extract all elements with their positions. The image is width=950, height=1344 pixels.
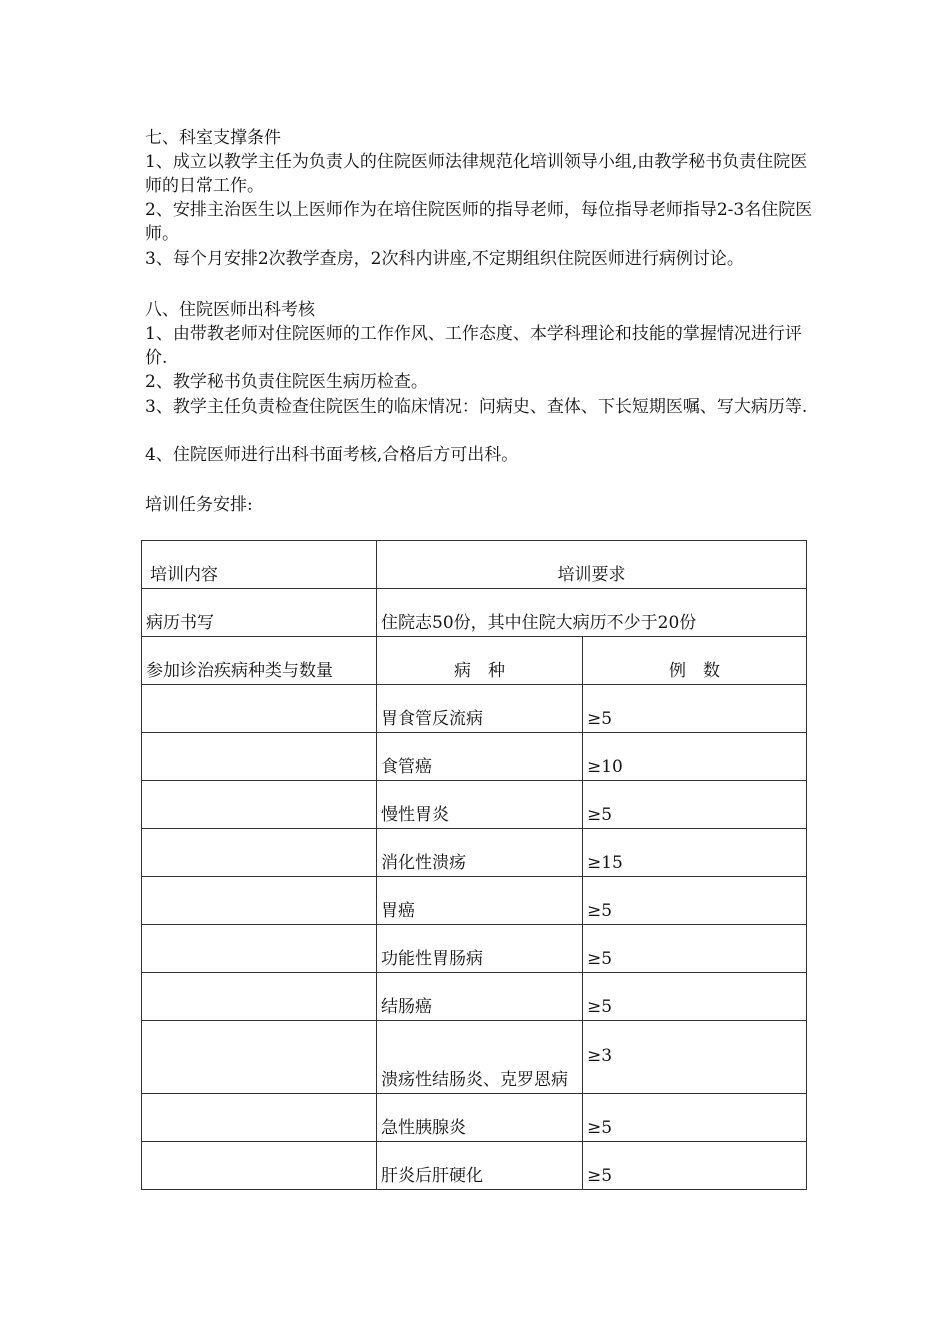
training-table xyxy=(141,540,807,1190)
table-row xyxy=(142,925,807,973)
section8-title: 八、住院医师出科考核 xyxy=(145,300,315,320)
disease-name-cell: 胃癌 xyxy=(377,877,583,925)
table-row xyxy=(142,1021,807,1094)
section8-item-3: 3、教学主任负责检查住院医生的临床情况：问病史、查体、下长短期医嘱、写大病历等. xyxy=(145,397,808,417)
empty-cell xyxy=(142,925,377,973)
disease-name-cell: 食管癌 xyxy=(377,733,583,781)
disease-name-cell: 功能性胃肠病 xyxy=(377,925,583,973)
disease-name-cell: 急性胰腺炎 xyxy=(377,1094,583,1142)
header-content-cell: 培训内容 xyxy=(142,541,377,589)
empty-cell xyxy=(142,973,377,1021)
disease-count-cell: ≥3 xyxy=(583,1021,807,1094)
disease-column-header: 病 种 xyxy=(377,637,583,685)
empty-cell xyxy=(142,1021,377,1094)
table-row xyxy=(142,1094,807,1142)
disease-count-cell: ≥5 xyxy=(583,877,807,925)
section7-item-1: 1、成立以教学主任为负责人的住院医师法律规范化培训领导小组,由教学秘书负责住院医师的日常工作。 xyxy=(145,152,808,196)
disease-name-cell: 慢性胃炎 xyxy=(377,781,583,829)
section7-title: 七、科室支撑条件 xyxy=(145,128,281,148)
table-row xyxy=(142,877,807,925)
section8-item-4: 4、住院医师进行出科书面考核,合格后方可出科。 xyxy=(145,445,519,465)
disease-count-cell: ≥15 xyxy=(583,829,807,877)
disease-name-cell: 肝炎后肝硬化 xyxy=(377,1142,583,1190)
section8-item-2: 2、教学秘书负责住院医生病历检查。 xyxy=(145,372,428,392)
table-row xyxy=(142,685,807,733)
empty-cell xyxy=(142,733,377,781)
disease-name-cell: 消化性溃疡 xyxy=(377,829,583,877)
disease-count-cell: ≥5 xyxy=(583,1142,807,1190)
writing-row xyxy=(142,589,807,637)
empty-cell xyxy=(142,781,377,829)
empty-cell xyxy=(142,829,377,877)
section7-item-3: 3、每个月安排2次教学查房，2次科内讲座,不定期组织住院医师进行病例讨论。 xyxy=(145,249,744,269)
empty-cell xyxy=(142,1094,377,1142)
writing-label-cell: 病历书写 xyxy=(142,589,377,637)
table-row xyxy=(142,973,807,1021)
count-column-header: 例 数 xyxy=(583,637,807,685)
table-row xyxy=(142,781,807,829)
section8-item-1: 1、由带教老师对住院医师的工作作风、工作态度、本学科理论和技能的掌握情况进行评价. xyxy=(145,324,802,368)
disease-count-cell: ≥5 xyxy=(583,925,807,973)
header-requirement-cell: 培训要求 xyxy=(377,541,807,589)
disease-name-cell: 结肠癌 xyxy=(377,973,583,1021)
arrangement-title: 培训任务安排: xyxy=(145,495,253,515)
disease-count-cell: ≥10 xyxy=(583,733,807,781)
table-row xyxy=(142,829,807,877)
disease-count-cell: ≥5 xyxy=(583,973,807,1021)
empty-cell xyxy=(142,1142,377,1190)
empty-cell xyxy=(142,685,377,733)
disease-name-cell: 胃食管反流病 xyxy=(377,685,583,733)
table-row xyxy=(142,733,807,781)
disease-count-cell: ≥5 xyxy=(583,781,807,829)
disease-count-cell: ≥5 xyxy=(583,685,807,733)
diseases-header-row xyxy=(142,637,807,685)
empty-cell xyxy=(142,877,377,925)
table-header-row xyxy=(142,541,807,589)
writing-requirement-cell: 住院志50份，其中住院大病历不少于20份 xyxy=(377,589,807,637)
section7-item-2: 2、安排主治医生以上医师作为在培住院医师的指导老师，每位指导老师指导2-3名住院医师。 xyxy=(145,200,813,244)
diseases-label-cell: 参加诊治疾病种类与数量 xyxy=(142,637,377,685)
disease-count-cell: ≥5 xyxy=(583,1094,807,1142)
table-row xyxy=(142,1142,807,1190)
disease-name-cell: 溃疡性结肠炎、克罗恩病 xyxy=(377,1021,583,1094)
